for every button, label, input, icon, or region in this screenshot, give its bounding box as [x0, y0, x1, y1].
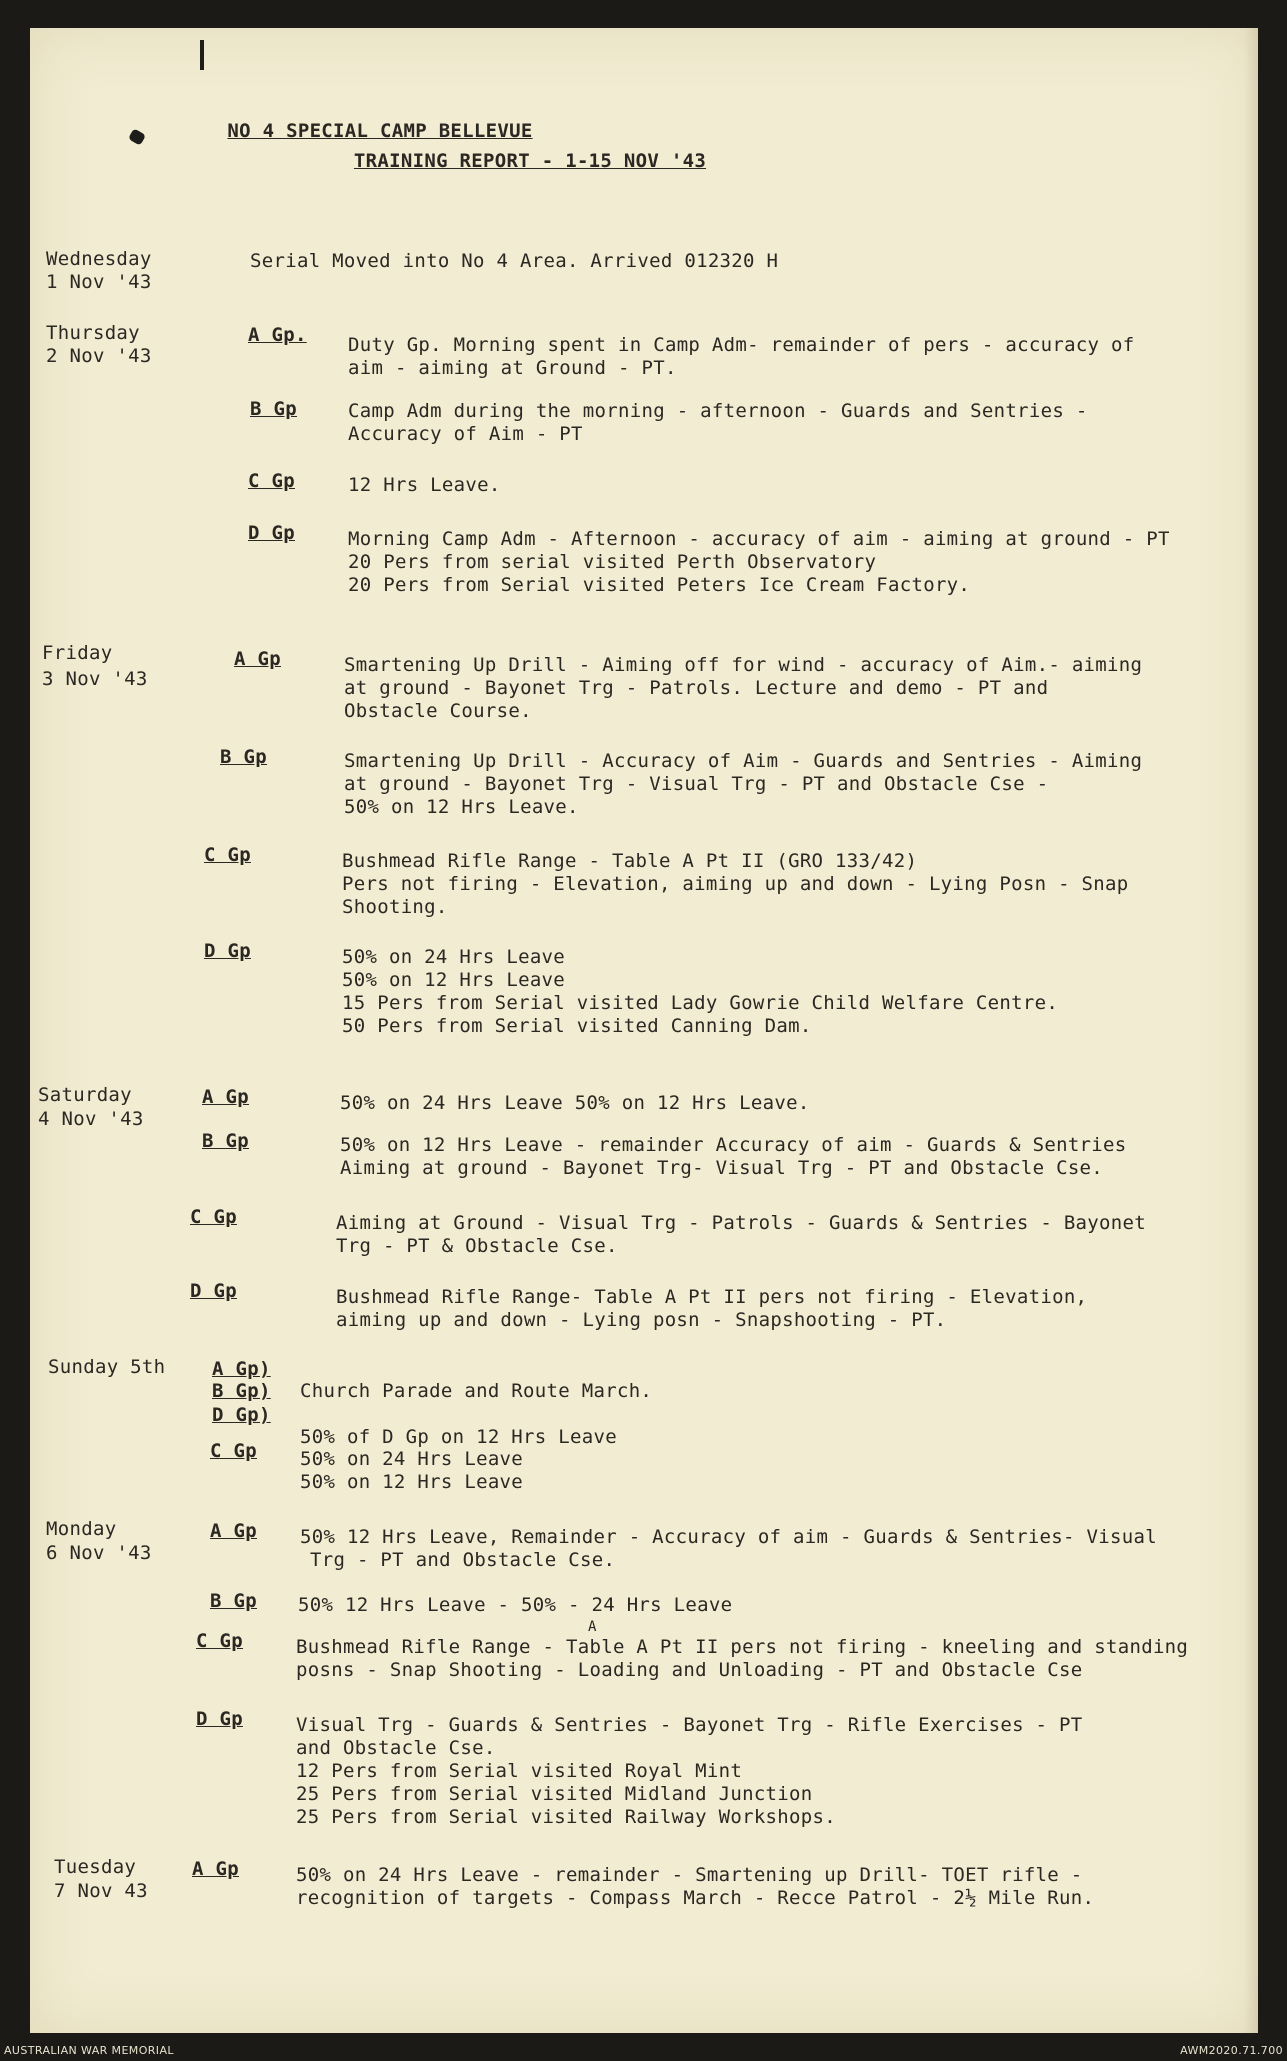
- day-date: 2 Nov '43: [46, 345, 152, 367]
- group-label: C Gp: [196, 1630, 243, 1652]
- entry-line: 50% on 12 Hrs Leave - remainder Accuracy of aim - Guards & Sentries: [340, 1134, 1127, 1156]
- group-label: A Gp): [212, 1358, 271, 1380]
- day-label: Wednesday: [46, 248, 152, 270]
- entry-line: 50% on 24 Hrs Leave: [342, 946, 566, 968]
- entry-line: Shooting.: [342, 896, 448, 918]
- entry-text: [336, 1212, 1146, 1258]
- entry-line: 25 Pers from Serial visited Midland Junction: [296, 1783, 813, 1805]
- entry-line: Trg - PT and Obstacle Cse.: [310, 1549, 616, 1571]
- group-label: C Gp: [248, 470, 295, 492]
- entry-text: [300, 1526, 1157, 1572]
- entry-text: [344, 750, 1142, 819]
- day-label: Thursday: [46, 322, 140, 344]
- entry-line: Church Parade and Route March.: [300, 1380, 653, 1402]
- group-label: A Gp: [202, 1086, 249, 1108]
- group-label: D Gp: [204, 940, 251, 962]
- entry-line: Smartening Up Drill - Accuracy of Aim - Guards and Sentries - Aiming: [344, 750, 1143, 772]
- entry-line: 50% on 24 Hrs Leave - remainder - Smartening up Drill- TOET rifle -: [296, 1864, 1083, 1886]
- group-label: D Gp: [248, 522, 295, 544]
- entry-line: 50% on 24 Hrs Leave 50% on 12 Hrs Leave.: [340, 1092, 810, 1114]
- day-label: Friday: [42, 642, 113, 664]
- footer-left: AUSTRALIAN WAR MEMORIAL: [4, 2044, 174, 2057]
- day-date: 7 Nov 43: [54, 1880, 148, 1902]
- ink-mark: [128, 128, 146, 145]
- entry-line: 25 Pers from Serial visited Railway Workshops.: [296, 1806, 836, 1828]
- entry-text: [348, 400, 1088, 446]
- entry-line: 20 Pers from Serial visited Peters Ice Cream Factory.: [348, 574, 971, 596]
- entry-line: Duty Gp. Morning spent in Camp Adm- remainder of pers - accuracy of: [348, 334, 1135, 356]
- day-label: Sunday 5th: [48, 1356, 166, 1378]
- document-subtitle: TRAINING REPORT - 1-15 NOV '43: [353, 150, 707, 172]
- entry-line: 12 Hrs Leave.: [348, 474, 501, 496]
- entry-line: Obstacle Course.: [344, 700, 532, 722]
- day-date: 3 Nov '43: [42, 668, 148, 690]
- day-date: 1 Nov '43: [46, 271, 152, 293]
- group-label: A Gp: [192, 1858, 239, 1880]
- entry-text: [296, 1636, 1188, 1682]
- entry-line: Smartening Up Drill - Aiming off for wind - accuracy of Aim.- aiming: [344, 654, 1143, 676]
- group-label: C Gp: [190, 1206, 237, 1228]
- day-label: Saturday: [38, 1084, 132, 1106]
- entry-line: 50% 12 Hrs Leave, Remainder - Accuracy of aim - Guards & Sentries- Visual: [300, 1526, 1157, 1548]
- entry-line: 50% on 24 Hrs Leave: [300, 1448, 524, 1470]
- entry-line: Serial Moved into No 4 Area. Arrived 012320 H: [250, 250, 779, 272]
- entry-text: [344, 654, 1142, 723]
- footer-right: AWM2020.71.700: [1180, 2044, 1283, 2057]
- group-label: A Gp: [234, 648, 281, 670]
- entry-line: Trg - PT & Obstacle Cse.: [336, 1235, 618, 1257]
- entry-line: 50% on 12 Hrs Leave.: [344, 796, 579, 818]
- entry-line: 50% on 12 Hrs Leave: [342, 969, 566, 991]
- entry-text: [342, 946, 1058, 1038]
- entry-text: [342, 850, 1129, 919]
- entry-line: Aiming at ground - Bayonet Trg- Visual Trg - PT and Obstacle Cse.: [340, 1157, 1104, 1179]
- insertion-mark: A: [588, 1619, 597, 1635]
- entry-line: 50% of D Gp on 12 Hrs Leave: [300, 1426, 617, 1448]
- entry-line: at ground - Bayonet Trg - Patrols. Lecture and demo - PT and: [344, 677, 1049, 699]
- entry-line: recognition of targets - Compass March - Recce Patrol - 2½ Mile Run.: [296, 1887, 1095, 1909]
- group-label: A Gp.: [248, 324, 307, 346]
- page-edge-shadow: [1244, 28, 1258, 2033]
- entry-line: Bushmead Rifle Range - Table A Pt II (GRO 133/42): [342, 850, 918, 872]
- group-label: C Gp: [204, 844, 251, 866]
- day-label: Monday: [46, 1518, 117, 1540]
- entry-line: Camp Adm during the morning - afternoon - Guards and Sentries -: [348, 400, 1088, 422]
- entry-text: [300, 1448, 523, 1494]
- entry-text: [296, 1714, 1083, 1829]
- entry-line: 12 Pers from Serial visited Royal Mint: [296, 1760, 743, 1782]
- entry-line: 50 Pers from Serial visited Canning Dam.: [342, 1015, 812, 1037]
- entry-line: Bushmead Rifle Range- Table A Pt II pers not firing - Elevation,: [336, 1286, 1088, 1308]
- group-label: B Gp: [250, 398, 297, 420]
- group-label: C Gp: [210, 1440, 257, 1462]
- group-label: B Gp: [220, 746, 267, 768]
- entry-line: and Obstacle Cse.: [296, 1737, 496, 1759]
- entry-text: [340, 1134, 1127, 1180]
- group-label: D Gp: [196, 1708, 243, 1730]
- entry-line: aiming up and down - Lying posn - Snapshooting - PT.: [336, 1309, 947, 1331]
- group-label: A Gp: [210, 1520, 257, 1542]
- entry-line: Aiming at Ground - Visual Trg - Patrols - Guards & Sentries - Bayonet: [336, 1212, 1146, 1234]
- entry-line: Bushmead Rifle Range - Table A Pt II pers not firing - kneeling and standing: [296, 1636, 1189, 1658]
- entry-line: Morning Camp Adm - Afternoon - accuracy of aim - aiming at ground - PT: [348, 528, 1170, 550]
- day-label: Tuesday: [54, 1856, 137, 1878]
- document-page: [30, 28, 1258, 2033]
- group-label: D Gp): [212, 1404, 271, 1426]
- entry-text: [336, 1286, 1087, 1332]
- entry-line: aim - aiming at Ground - PT.: [348, 357, 677, 379]
- entry-line: Accuracy of Aim - PT: [348, 423, 583, 445]
- group-label: D Gp: [190, 1280, 237, 1302]
- group-label: B Gp: [202, 1130, 249, 1152]
- entry-line: 20 Pers from serial visited Perth Observatory: [348, 551, 877, 573]
- punch-mark: [200, 40, 204, 70]
- entry-text: [348, 334, 1135, 380]
- entry-line: posns - Snap Shooting - Loading and Unloading - PT and Obstacle Cse: [296, 1659, 1083, 1681]
- entry-text: [296, 1864, 1094, 1910]
- entry-line: 15 Pers from Serial visited Lady Gowrie Child Welfare Centre.: [342, 992, 1059, 1014]
- day-date: 4 Nov '43: [38, 1108, 144, 1130]
- entry-line: at ground - Bayonet Trg - Visual Trg - PT and Obstacle Cse -: [344, 773, 1049, 795]
- entry-line: Visual Trg - Guards & Sentries - Bayonet Trg - Rifle Exercises - PT: [296, 1714, 1083, 1736]
- document-title: NO 4 SPECIAL CAMP BELLEVUE: [227, 120, 533, 142]
- day-date: 6 Nov '43: [46, 1542, 152, 1564]
- entry-line: 50% on 12 Hrs Leave: [300, 1471, 524, 1493]
- group-label: B Gp: [210, 1590, 257, 1612]
- entry-text: [348, 528, 1170, 597]
- group-label: B Gp): [212, 1380, 271, 1402]
- entry-line: Pers not firing - Elevation, aiming up and down - Lying Posn - Snap: [342, 873, 1129, 895]
- entry-line: 50% 12 Hrs Leave - 50% - 24 Hrs Leave: [298, 1594, 733, 1616]
